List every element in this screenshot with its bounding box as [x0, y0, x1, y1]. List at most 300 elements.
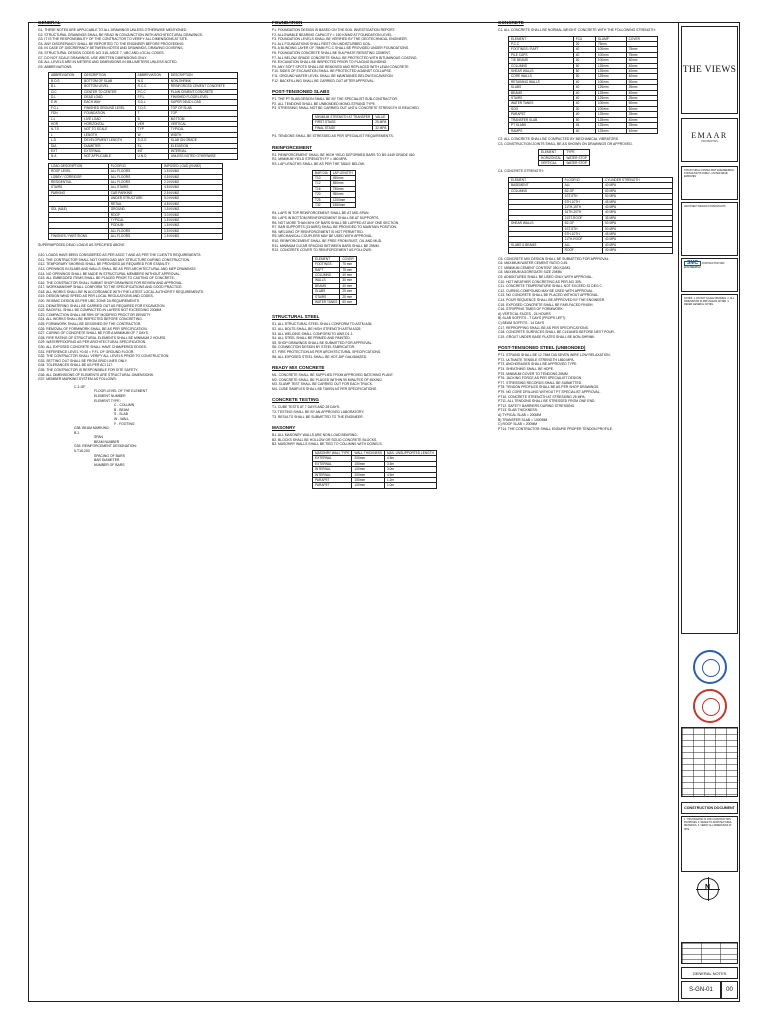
cover-header: COVER	[340, 256, 356, 261]
concrete-grade-cell: 125mm	[595, 90, 626, 95]
concrete-grade-cell: 40mm	[626, 117, 657, 122]
sheet-revision: 00	[721, 981, 738, 999]
abbreviation-cell: D.L	[49, 94, 82, 99]
joint-header: TYPE	[564, 150, 590, 155]
concrete-note: C2. ALL CONCRETE SHALL BE COMPACTED BY MECHANICAL VIBRATORS.	[498, 136, 619, 141]
imposed-load-cell: ALL FLOORS	[108, 228, 161, 233]
concrete-note: C9. ADMIXTURES SHALL BE USED ONLY WITH APPROVAL.	[498, 274, 593, 279]
cover-row	[313, 299, 357, 304]
cylinder-strength-cell: 40 MPA	[603, 242, 673, 247]
title-block	[678, 22, 740, 1002]
lap-length-cell: 950mm	[330, 192, 355, 197]
abbreviation-cell: B	[135, 116, 168, 121]
abbreviation-cell: EXT	[49, 149, 82, 154]
masonry-cell: 200mm	[352, 456, 385, 461]
cylinder-strength-cell: COLUMNS	[509, 188, 563, 193]
general-note: G34. TOLERANCES SHALL BE AS PER ACI 117.	[38, 363, 114, 368]
concrete-note: C12. CURING COMPOUND MAY BE USED WITH APPROVAL.	[498, 288, 594, 293]
imposed-load-table	[48, 163, 223, 240]
cylinder-strength-cell: 1ST-5TH	[562, 194, 602, 199]
marking-label: 5-T16-200	[74, 449, 90, 454]
consultant-box	[681, 166, 738, 200]
imposed-load-cell: ALL STAIRS	[108, 185, 161, 190]
imposed-load-cell: ALL FLOORS	[108, 174, 161, 179]
reinforcement-note: R6. NOT MORE THAN 50% OF BARS SHALL BE LAPPED AT ANY ONE SECTION.	[272, 220, 400, 225]
pt-strength-cell: 32 MPA	[373, 125, 389, 130]
masonry-note: B2. BLOCKS SHALL BE HOLLOW OR SOLID CONCRETE BLOCKS.	[272, 437, 378, 442]
lap-length-cell: T25	[313, 197, 331, 202]
foundation-notes-list	[272, 28, 482, 83]
concrete-note: C3. CONSTRUCTION JOINTS SHALL BE AS SHOWN ON DRAWINGS OR APPROVED.	[498, 141, 633, 146]
general-note: G11. THE CONTRACTOR SHALL NOT OVERLOAD ANY STRUCTURE DURING CONSTRUCTION.	[38, 257, 190, 262]
cover-table	[312, 256, 357, 306]
pt-steel-note: C) ROOF SLAB = 200MM	[498, 422, 538, 427]
imposed-load-cell: ROOF LEVEL	[49, 169, 109, 174]
lap-length-header: LAP LENGTH	[330, 170, 355, 175]
general-note: G4. ANY DISCREPANCY SHALL BE REPORTED TO THE ENGINEER BEFORE PROCEEDING.	[38, 41, 185, 46]
concrete-grade-cell: 125mm	[595, 85, 626, 90]
general-notes-list	[38, 28, 240, 69]
imposed-load-cell: 5.0 KN/M2	[162, 196, 223, 201]
imposed-load-cell: ALL FLOORS	[108, 169, 161, 174]
concrete-note: C16. STRIPPING TIMES OF FORMWORK:	[498, 307, 564, 312]
client-box	[681, 118, 738, 162]
pt-footer-note: P4. TENDONS SHALL BE STRESSED AS PER SPECIALIST REQUIREMENTS.	[272, 134, 394, 139]
concrete-note: C8. MAXIMUM AGGREGATE SIZE 20MM.	[498, 270, 563, 275]
concrete-grade-cell: 30	[573, 106, 595, 111]
pt-strength-cell: 25 MPA	[373, 120, 389, 125]
lap-length-cell: T20	[313, 192, 331, 197]
cylinder-strength-cell: 40 MPA	[603, 210, 673, 215]
concrete-grade-cell: 100mm	[595, 101, 626, 106]
concrete-grade-cell: 125mm	[595, 96, 626, 101]
abbreviation-cell: BOTTOM	[168, 116, 237, 121]
reinforcement-notes-list	[272, 153, 482, 167]
lap-length-cell: T32	[313, 202, 331, 207]
concrete-grade-cell: 50mm	[626, 79, 657, 84]
foundation-note: F9. ANY SOFT SPOTS SHALL BE REMOVED AND REPLACED WITH LEAN CONCRETE.	[272, 64, 410, 69]
concrete-grade-cell: 25mm	[626, 112, 657, 117]
cylinder-strength-cell: 50 MPA	[603, 188, 673, 193]
concrete-note: C14. POUR SEQUENCE SHALL BE APPROVED BY THE ENGINEER.	[498, 297, 606, 302]
ready-mix-note: M1. CONCRETE SHALL BE SUPPLIED FROM APPROVED BATCHING PLANT.	[272, 373, 394, 378]
imposed-load-cell: GROUND	[108, 207, 161, 212]
masonry-cell: INTERNAL	[313, 467, 352, 472]
pt-steel-note: B) TRANSFER SLAB = 1000MM	[498, 417, 548, 422]
concrete-grade-cell: 125mm	[595, 117, 626, 122]
concrete-grade-cell: 75mm	[626, 47, 657, 52]
concrete-grade-cell: 40mm	[626, 128, 657, 133]
imposed-load-cell: STAIRS	[49, 185, 109, 190]
concrete-grade-cell: TIE BEAMS	[509, 58, 574, 63]
concrete-testing-heading: CONCRETE TESTING	[272, 397, 319, 403]
general-note: G12. TEMPORARY SHORING SHALL BE PROVIDED AS REQUIRED FOR STABILITY.	[38, 262, 171, 267]
abbreviation-header: ABBREVIATION	[135, 73, 168, 78]
abbreviation-cell: N.S	[135, 78, 168, 83]
general-note: G23. COMPACTION SHALL BE 95% OF MODIFIED PROCTOR DENSITY.	[38, 312, 151, 317]
post-tensioned-heading: POST-TENSIONED SLABS	[272, 89, 330, 95]
concrete-grade-cell: 125mm	[595, 74, 626, 79]
concrete-grade-cell: COLUMNS	[509, 63, 574, 68]
concrete-grade-cell: 125mm	[595, 63, 626, 68]
abbreviation-cell: U.N.O	[135, 154, 168, 159]
cylinder-strength-cell: 40 MPA	[603, 183, 673, 188]
concrete-grade-cell: WATER TANKS	[509, 101, 574, 106]
concrete-grade-cell: 75mm	[626, 52, 657, 57]
concrete-grade-header: SLUMP	[595, 36, 626, 41]
cylinder-strength-cell: 35 MPA	[603, 215, 673, 220]
general-note: G16. THE CONTRACTOR SHALL SUBMIT SHOP DRAWINGS FOR REVIEW AND APPROVAL.	[38, 280, 184, 285]
abbreviation-cell: T	[135, 111, 168, 116]
marking-label: B-1	[74, 430, 80, 435]
imposed-load-cell: ALL FLOORS	[108, 234, 161, 239]
concrete-grade-cell: SHEAR WALLS	[509, 69, 574, 74]
concrete-grade-cell: 25mm	[626, 85, 657, 90]
abbreviation-header: DESCRIPTION	[82, 73, 136, 78]
pt-strength-header: MINIMUM STRENGTH AT TRANSFER	[313, 114, 373, 119]
general-note: G19. DESIGN WIND SPEED AS PER LOCAL REGULATIONS AND CODES.	[38, 294, 154, 299]
masonry-cell: 100mm	[352, 467, 385, 472]
pt-steel-note: PT3. ANCHORAGES SHALL BE APPROVED TYPE.	[498, 362, 578, 367]
cylinder-strength-header: CYLINDER STRENGTH	[603, 177, 673, 182]
concrete-grade-cell: SOG	[509, 106, 574, 111]
concrete-grade-cell: 100mm	[595, 47, 626, 52]
lap-length-cell: T16	[313, 186, 331, 191]
abbreviation-cell: L	[49, 132, 82, 137]
pt-strength-cell: FINAL STAGE	[313, 125, 373, 130]
general-note: G13. OPENINGS IN SLABS AND WALLS SHALL BE AS PER ARCHITECTURAL AND MEP DRAWINGS.	[38, 266, 197, 271]
concrete-grade-row	[509, 128, 658, 133]
cylinder-strength-table	[508, 177, 673, 254]
concrete-grade-cell: 40	[573, 79, 595, 84]
ready-mix-heading: READY MIX CONCRETE	[272, 365, 325, 371]
imposed-load-cell: 2.5 KN/M2	[162, 190, 223, 195]
general-note: G15. ALL EMBEDDED ITEMS SHALL BE PLACED PRIOR TO CASTING OF CONCRETE.	[38, 276, 175, 281]
imposed-load-cell: FINISHES / PARTITIONS	[49, 234, 109, 239]
masonry-cell: EXTERNAL	[313, 461, 352, 466]
cover-cell: 25 mm	[340, 289, 356, 294]
concrete-grade-cell: 125mm	[595, 128, 626, 133]
lap-length-cell: T10	[313, 175, 331, 180]
masonry-table	[312, 450, 437, 489]
masonry-cell: PARAPET	[313, 478, 352, 483]
concrete-note: C10. HOT WEATHER CONCRETING AS PER ACI 305.	[498, 279, 582, 284]
reinforcement-note: R1. REINFORCEMENT SHALL BE HIGH YIELD DEFORMED BARS TO BS 4449 GRADE 460.	[272, 152, 416, 157]
foundation-steel-column	[272, 20, 482, 492]
marking-label: G39. REINFORCEMENT DESIGNATION:	[74, 444, 137, 449]
concrete-heading: CONCRETE	[498, 20, 524, 25]
concrete-grade-cell: 40	[573, 58, 595, 63]
cover-cell: 40 mm	[340, 272, 356, 277]
imposed-load-cell: LOBBY / CORRIDOR	[49, 174, 109, 179]
abbreviation-cell: E.W	[49, 100, 82, 105]
reinforcement-note: R8. WELDING OF REINFORCEMENT IS NOT PERMITTED.	[272, 229, 364, 234]
steel-note: S5. SHOP DRAWINGS SHALL BE SUBMITTED FOR APPROVAL.	[272, 340, 373, 345]
masonry-header: MASONRY WALL TYPE	[313, 451, 352, 456]
imposed-load-cell: 4.8 KN/M2	[162, 185, 223, 190]
cylinder-strength-cell: 40 MPA	[603, 237, 673, 242]
general-note: G21. DEWATERING SHALL BE CARRIED OUT AS REQUIRED FOR EXCAVATION.	[38, 303, 166, 308]
concrete-grade-cell: 40	[573, 52, 595, 57]
cover-cell: STAIRS	[313, 294, 340, 299]
pt-strength-header: VALUE	[373, 114, 389, 119]
foundation-note: F4. ALL FOUNDATIONS SHALL REST ON UNDISTURBED SOIL.	[272, 41, 372, 46]
abbreviation-cell: FINISHED FLOOR LEVEL	[168, 94, 237, 99]
cylinder-strength-cell: SHEAR WALLS	[509, 221, 563, 226]
structural-steel-heading: STRUCTURAL STEEL	[272, 314, 320, 320]
imposed-load-header: LOAD DESCRIPTION	[49, 163, 109, 168]
imposed-load-cell: SDL (M&E)	[49, 207, 109, 212]
cylinder-strength-cell: B2-GF	[562, 221, 602, 226]
revision-grid	[681, 727, 738, 797]
cylinder-strength-cell: ALL	[562, 183, 602, 188]
masonry-cell: 1.2m	[385, 478, 437, 483]
general-note: G2. STRUCTURAL DRAWINGS SHALL BE READ IN CONJUNCTION WITH ARCHITECTURAL DRAWINGS.	[38, 32, 203, 37]
general-note: G37. MEMBER MARKING SYSTEM AS FOLLOWS:	[38, 377, 117, 382]
client-subtitle: PROPERTIES	[701, 140, 718, 143]
pt-strength-table	[312, 114, 389, 131]
pt-steel-note: PT11. ALL TENDONS SHALL BE STRESSED FROM ONE END.	[498, 399, 596, 404]
pt-steel-note: PT9. NO CORE DRILLING WITHOUT PT SPECIALIST APPROVAL.	[498, 390, 601, 395]
titleblock-notes: NOTES: 1. DO NOT SCALE DRAWING. 2. ALL DIMENSIONS IN MM UNLESS NOTED. 3. REFER GENERAL NOTES.	[684, 297, 735, 307]
masonry-cell: 3.5m	[385, 461, 437, 466]
foundation-note: F1. FOUNDATION DESIGN IS BASED ON THE SOIL INVESTIGATION REPORT.	[272, 28, 396, 32]
cylinder-strength-row	[509, 248, 673, 253]
abbreviation-cell: R.C.C	[135, 84, 168, 89]
abbreviation-cell: EL	[135, 143, 168, 148]
cylinder-strength-cell: B2-GF	[562, 188, 602, 193]
pt-steel-note: PT4. SHEATHING SHALL BE HDPE.	[498, 367, 554, 372]
abbreviations-table	[48, 72, 238, 160]
smc-logo: SMC	[684, 261, 701, 266]
cylinder-strength-cell	[509, 248, 563, 253]
imposed-load-cell: 1.5 KN/M2	[162, 223, 223, 228]
marking-label: W - WALL	[114, 416, 130, 421]
abbreviation-cell: L.D	[49, 138, 82, 143]
approval-stamp-red	[693, 689, 727, 723]
abbreviation-cell: T.O.S	[135, 105, 168, 110]
abbreviation-cell: CENTER TO CENTER	[82, 89, 136, 94]
testing-note: T1. CUBE TESTS AT 7 DAYS AND 28 DAYS.	[272, 405, 341, 410]
foundation-note: F2. ALLOWABLE BEARING CAPACITY = 150 KN/M2 AT FOUNDATION LEVEL.	[272, 32, 393, 37]
concrete-note: A) VERTICAL FACES - 24 HOURS	[498, 311, 551, 316]
concrete-grade-cell: 40	[573, 90, 595, 95]
foundation-note: F5. A BLINDING LAYER OF 75MM P.C.C SHALL BE PROVIDED UNDER FOUNDATIONS.	[272, 46, 410, 51]
concrete-note: C15. EXPOSED CONCRETE SHALL BE FAIR-FACED FINISH.	[498, 302, 594, 307]
foundation-note: F11. GROUND WATER LEVEL SHALL BE MAINTAINED BELOW EXCAVATION.	[272, 73, 394, 78]
abbreviation-cell: LENGTH	[82, 132, 136, 137]
concrete-note: C7. MINIMUM CEMENT CONTENT 350 KG/M3.	[498, 265, 571, 270]
general-note: G7. DO NOT SCALE DRAWINGS. USE WRITTEN DIMENSIONS ONLY.	[38, 55, 148, 60]
abbreviation-cell: DIA	[49, 143, 82, 148]
concrete-grade-cell: 40	[573, 96, 595, 101]
masonry-cell: 3.0m	[385, 467, 437, 472]
abbreviation-cell: BOTTOM LEVEL	[82, 84, 136, 89]
concrete-grade-cell: -	[626, 42, 657, 47]
abbreviation-cell: EACH WAY	[82, 100, 136, 105]
concrete-grade-cell: 100mm	[595, 58, 626, 63]
concrete-grade-cell: P.C.C	[509, 42, 574, 47]
concrete-grade-cell: 40mm	[626, 90, 657, 95]
notes-box	[681, 294, 738, 634]
cylinder-strength-header: ELEMENT	[509, 177, 563, 182]
abbreviation-cell: VER	[135, 122, 168, 127]
abbreviation-cell: F.G.L	[49, 105, 82, 110]
north-arrow-icon: N	[697, 878, 719, 900]
abbreviation-cell: WIDTH	[168, 132, 237, 137]
cylinder-strength-cell: 45 MPA	[603, 231, 673, 236]
abbreviation-cell: PLAIN CEMENT CONCRETE	[168, 89, 237, 94]
masonry-cell: 1.0m	[385, 483, 437, 488]
abbreviation-row	[49, 154, 238, 159]
masonry-cell: PARAPET	[313, 483, 352, 488]
abbreviation-cell: INTERNAL	[168, 149, 237, 154]
steel-note: S7. FIRE PROTECTION AS PER ARCHITECTURAL SPECIFICATIONS.	[272, 349, 382, 354]
abbreviation-cell: FDN	[49, 111, 82, 116]
concrete-grade-cell: 40	[573, 47, 595, 52]
cylinder-strength-cell: 11TH-15TH	[562, 204, 602, 209]
masonry-row	[313, 483, 437, 488]
cylinder-strength-cell: 45 MPA	[603, 199, 673, 204]
pt-steel-heading: POST-TENSIONED STEEL (UNBONDED)	[498, 345, 586, 351]
masonry-cell: 100mm	[352, 483, 385, 488]
concrete-mid-notes	[498, 137, 672, 146]
concrete-grade-cell: 40	[573, 128, 595, 133]
concrete-grade-cell: SLABS	[509, 85, 574, 90]
abbreviation-cell: DIAMETER	[82, 143, 136, 148]
ready-mix-notes	[272, 373, 482, 391]
cover-cell: SLABS	[313, 289, 340, 294]
abbreviation-cell: DEAD LOAD	[82, 94, 136, 99]
sheet-title: GENERAL NOTES	[681, 967, 738, 979]
cover-cell: 30 mm	[340, 278, 356, 283]
imposed-load-cell: 2.0 KN/M2	[162, 180, 223, 185]
abbreviation-cell: BOTTOM OF SLAB	[82, 78, 136, 83]
marking-label: BAR DIAMETER	[94, 458, 120, 463]
cylinder-strength-cell: BASEMENT	[509, 183, 563, 188]
ready-mix-note: M3. SLUMP TEST SHALL BE CARRIED OUT FOR EACH TRUCK.	[272, 382, 373, 387]
foundation-heading: FOUNDATION	[272, 20, 303, 25]
abbreviation-cell: NOT APPLICABLE	[82, 154, 136, 159]
foundation-note: F8. EXCAVATION SHALL BE INSPECTED PRIOR TO PLACING BLINDING.	[272, 60, 388, 65]
cylinder-strength-cell: ROOF	[562, 248, 602, 253]
marking-label: SPACING OF BARS	[94, 453, 125, 458]
cylinder-strength-cell: 6TH-10TH	[562, 199, 602, 204]
concrete-grade-cell: 125mm	[595, 69, 626, 74]
joint-cell: WATER STOP	[564, 160, 590, 165]
marking-label: G38. BEAM MARKING:	[74, 426, 110, 431]
general-note: G24. ALL WORKS SHALL BE INSPECTED BEFORE CONCRETING.	[38, 317, 143, 322]
joint-row	[539, 160, 590, 165]
concrete-note: B) SLAB SOFFITS - 7 DAYS (PROPS LEFT)	[498, 316, 566, 321]
marking-label: ELEMENT TYPE:	[94, 398, 121, 403]
general-note: G29. WATERPROOFING AS PER ARCHITECTURAL SPECIFICATION.	[38, 340, 147, 345]
concrete-testing-notes	[272, 405, 482, 419]
imposed-load-cell: 1.5 KN/M2	[162, 207, 223, 212]
steel-note: S3. ALL WELDING SHALL CONFORM TO AWS D1.1.	[272, 331, 354, 336]
concrete-grade-cell: PILE CAPS	[509, 52, 574, 57]
concrete-grade-header: ELEMENT	[509, 36, 574, 41]
concrete-intro: C1. ALL CONCRETE SHALL BE NORMAL WEIGHT CONCRETE WITH THE FOLLOWING STRENGTH:	[498, 28, 656, 32]
masonry-cell: 150mm	[352, 478, 385, 483]
imposed-load-cell: ALL FLOORS	[108, 180, 161, 185]
general-notes-column	[38, 20, 240, 467]
cover-cell: FOOTINGS	[313, 262, 340, 267]
pt-strength-row	[313, 125, 389, 130]
project-logo: THE VIEWS	[681, 26, 738, 114]
foundation-note: F3. FOUNDATION LEVELS SHALL BE VERIFIED BY THE GEOTECHNICAL ENGINEER.	[272, 37, 408, 42]
concrete-grade-cell: 50	[573, 63, 595, 68]
pt-steel-note: PT1. STRAND SHALL BE 12.7MM DIA SEVEN WIRE LOW RELAXATION.	[498, 353, 611, 358]
concrete-grade-cell: STAIRS	[509, 96, 574, 101]
abbreviation-cell: HORIZONTAL	[82, 122, 136, 127]
reinforcement-note: R2. MINIMUM YIELD STRENGTH FY = 460 MPA.	[272, 157, 348, 162]
imposed-load-cell: 3.0 KN/M2	[162, 212, 223, 217]
concrete-note: C19. GROUT UNDER BASE PLATES SHALL BE NON-SHRINK.	[498, 334, 596, 339]
client-logo: EMAAR	[691, 131, 728, 140]
imposed-load-cell: PARKING	[49, 190, 109, 195]
foundation-note: F12. BACKFILLING SHALL BE CARRIED OUT AFTER APPROVAL.	[272, 78, 375, 83]
cylinder-strength-cell: ALL	[562, 242, 602, 247]
marking-label: C - COLUMN	[114, 403, 135, 408]
architect-box	[681, 202, 738, 256]
abbreviation-cell: LIVE LOAD	[82, 116, 136, 121]
steel-note: S2. ALL BOLTS SHALL BE HIGH STRENGTH ASTM A325.	[272, 326, 362, 331]
concrete-grade-cell: 100mm	[595, 52, 626, 57]
cover-cell: 75 mm	[340, 267, 356, 272]
member-marking-diagram	[74, 385, 240, 468]
concrete-grade-cell: BEAMS	[509, 90, 574, 95]
lap-length-table	[312, 170, 356, 209]
concrete-grade-cell: 40mm	[626, 74, 657, 79]
imposed-load-cell: 1.5 KN/M2	[162, 234, 223, 239]
joint-cell: VERTICAL	[539, 160, 564, 165]
concrete-column	[498, 20, 672, 431]
abbreviation-cell: TYP	[135, 127, 168, 132]
joint-table	[538, 149, 590, 166]
concrete-grade-cell: 50	[573, 117, 595, 122]
imposed-load-cell: 1.5 KN/M2	[162, 169, 223, 174]
joint-cell: WATER STOP	[564, 155, 590, 160]
concrete-grade-cell: PARAPET	[509, 112, 574, 117]
general-note: G35. THE CONTRACTOR IS RESPONSIBLE FOR SITE SAFETY.	[38, 367, 139, 372]
concrete-grade-cell: CORE WALLS	[509, 74, 574, 79]
reinforcement-note: R3. LAP LENGTHS SHALL BE AS PER THE TABLE BELOW:	[272, 161, 365, 166]
general-note: G17. WORKMANSHIP SHALL CONFORM TO THE SPECIFICATIONS AND GOOD PRACTICE.	[38, 285, 183, 290]
general-note: G14. NO OPENINGS SHALL BE MADE IN STRUCTURAL MEMBERS WITHOUT APPROVAL.	[38, 271, 181, 276]
masonry-note: B3. MASONRY WALLS SHALL BE TIED TO COLUMNS WITH DOWELS.	[272, 442, 383, 447]
concrete-grade-cell: TRANSFER SLAB	[509, 117, 574, 122]
pt-steel-note: PT14. THE CONTRACTOR SHALL ENSURE PROPER TENDON PROFILE.	[498, 426, 613, 431]
general-note: G31. REFERENCE LEVEL +0.00 = F.F.L OF GROUND FLOOR.	[38, 349, 135, 354]
steel-note: S4. ALL STEEL SHALL BE PRIMED AND PAINTED.	[272, 336, 351, 341]
cover-cell: BEAMS	[313, 283, 340, 288]
cylinder-strength-cell: 11TH-ROOF	[562, 237, 602, 242]
pt-steel-note: A) TYPICAL SLAB = 200MM	[498, 413, 542, 417]
abbreviation-cell: P.C.C	[135, 89, 168, 94]
cylinder-strength-cell: 50 MPA	[603, 194, 673, 199]
abbreviation-header: ABBREVIATION	[49, 73, 82, 78]
pt-steel-note: PT12. SAFETY BARRIERS DURING STRESSING.	[498, 403, 576, 408]
masonry-header: MAX. UNSUPPORTED LENGTH	[385, 451, 437, 456]
general-note: G1. THESE NOTES ARE APPLICABLE TO ALL DRAWINGS UNLESS OTHERWISE MENTIONED.	[38, 28, 188, 32]
general-note: G28. FIRE RATING OF STRUCTURAL ELEMENTS SHALL BE MINIMUM 2 HOURS.	[38, 335, 167, 340]
abbreviation-cell: ELEVATION	[168, 143, 237, 148]
abbreviation-cell: HOR	[49, 122, 82, 127]
concrete-grade-cell: RETAINING WALLS	[509, 79, 574, 84]
concrete-grade-cell: 40	[573, 112, 595, 117]
abbreviation-cell: F.F.L	[135, 94, 168, 99]
